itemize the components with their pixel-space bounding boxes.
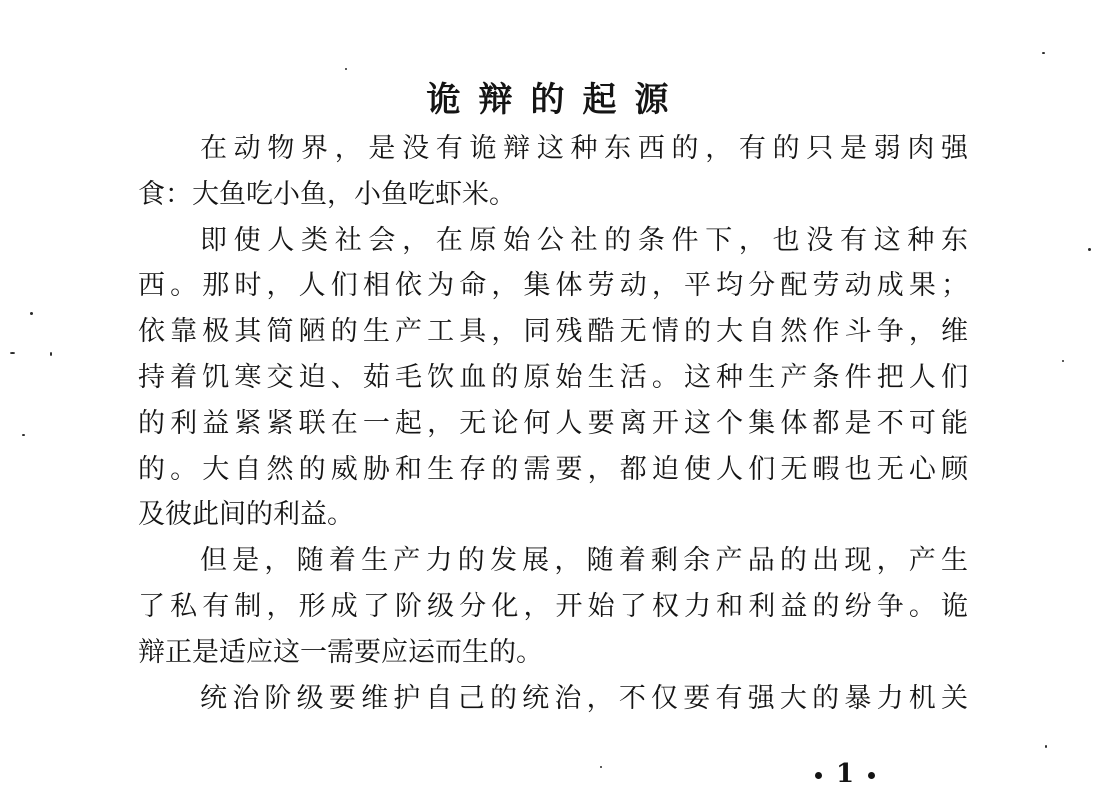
scan-speck — [22, 434, 25, 436]
text-line: 了私有制，形成了阶级分化，开始了权力和利益的纷争。诡 — [138, 590, 968, 622]
text-line: 辩正是适应这一需要应运而生的。 — [138, 636, 543, 668]
text-line: 即使人类社会，在原始公社的条件下，也没有这种东 — [200, 224, 968, 256]
text-line: 统治阶级要维护自己的统治，不仅要有强大的暴力机关 — [200, 682, 968, 714]
scan-speck — [600, 766, 602, 768]
text-line: 食：大鱼吃小鱼，小鱼吃虾米。 — [138, 178, 516, 210]
scan-speck — [50, 352, 52, 356]
scan-speck — [345, 68, 347, 70]
text-line: 持着饥寒交迫、茹毛饮血的原始生活。这种生产条件把人们 — [138, 361, 968, 393]
bullet-dot-icon — [815, 772, 822, 779]
text-line: 的利益紧紧联在一起，无论何人要离开这个集体都是不可能 — [138, 407, 968, 439]
scan-speck — [1042, 52, 1045, 54]
body-text — [138, 126, 968, 721]
text-line: 但是，随着生产力的发展，随着剩余产品的出现，产生 — [200, 545, 968, 577]
chapter-title: 诡辩的起源 — [426, 80, 687, 120]
page-number-value: 1 — [835, 759, 855, 789]
page-number — [790, 758, 900, 790]
text-line: 依靠极其简陋的生产工具，同残酷无情的大自然作斗争，维 — [138, 316, 968, 348]
text-line: 西。那时，人们相依为命，集体劳动，平均分配劳动成果； — [138, 270, 968, 302]
scan-speck — [1088, 248, 1091, 251]
scan-speck — [1045, 745, 1047, 748]
text-line: 及彼此间的利益。 — [138, 499, 354, 531]
scan-speck — [10, 352, 15, 354]
scan-speck — [30, 312, 33, 315]
bullet-dot-icon — [868, 772, 875, 779]
text-line: 在动物界，是没有诡辩这种东西的，有的只是弱肉强 — [200, 133, 968, 164]
scan-speck — [1062, 360, 1064, 362]
text-line: 的。大自然的威胁和生存的需要，都迫使人们无暇也无心顾 — [138, 453, 968, 485]
